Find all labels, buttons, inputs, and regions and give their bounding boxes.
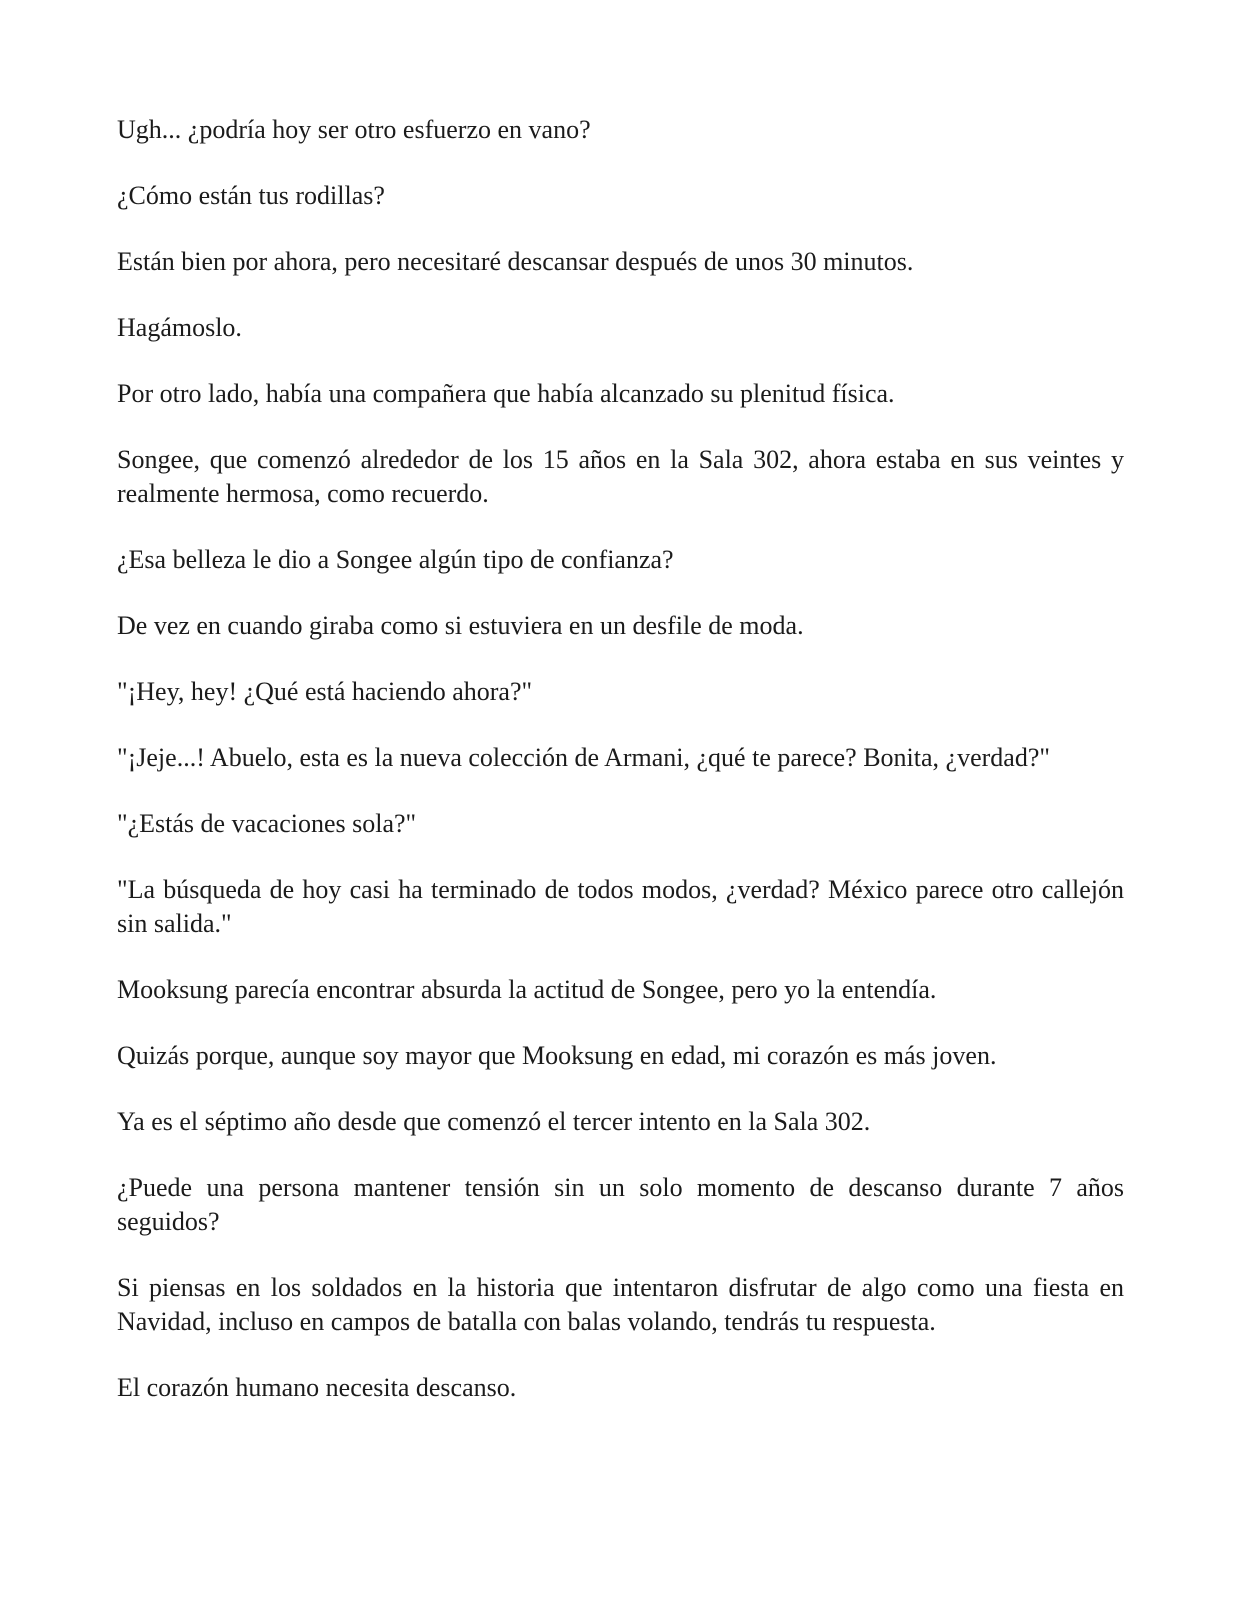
paragraph: El corazón humano necesita descanso. — [117, 1373, 517, 1402]
paragraph: ¿Esa belleza le dio a Songee algún tipo de confianza? — [117, 545, 674, 574]
paragraph: Mooksung parecía encontrar absurda la actitud de Songee, pero yo la entendía. — [117, 975, 937, 1004]
paragraph: Ugh... ¿podría hoy ser otro esfuerzo en vano? — [117, 115, 591, 144]
paragraph: Están bien por ahora, pero necesitaré descansar después de unos 30 minutos. — [117, 247, 914, 276]
paragraph: Ya es el séptimo año desde que comenzó el tercer intento en la Sala 302. — [117, 1107, 871, 1136]
paragraph: Songee, que comenzó alrededor de los 15 años en la Sala 302, ahora estaba en sus veintes y realmente hermosa, como recuerdo. — [117, 445, 1124, 508]
dialogue-paragraph: "¿Estás de vacaciones sola?" — [117, 809, 417, 838]
paragraph: ¿Puede una persona mantener tensión sin un solo momento de descanso durante 7 años seguidos? — [117, 1173, 1124, 1236]
paragraph: ¿Cómo están tus rodillas? — [117, 181, 385, 210]
dialogue-paragraph: "¡Jeje...! Abuelo, esta es la nueva colección de Armani, ¿qué te parece? Bonita, ¿verdad?" — [117, 743, 1050, 772]
paragraph: Por otro lado, había una compañera que había alcanzado su plenitud física. — [117, 379, 895, 408]
dialogue-paragraph: "¡Hey, hey! ¿Qué está haciendo ahora?" — [117, 677, 533, 706]
document-body — [117, 113, 1124, 1405]
paragraph: Si piensas en los soldados en la historia que intentaron disfrutar de algo como una fiesta en Navidad, incluso en campos de batalla con balas volando, tendrás tu respuesta. — [117, 1273, 1124, 1336]
paragraph: Quizás porque, aunque soy mayor que Mooksung en edad, mi corazón es más joven. — [117, 1041, 997, 1070]
paragraph: Hagámoslo. — [117, 313, 242, 342]
paragraph: De vez en cuando giraba como si estuviera en un desfile de moda. — [117, 611, 804, 640]
dialogue-paragraph: "La búsqueda de hoy casi ha terminado de todos modos, ¿verdad? México parece otro callejón sin salida." — [117, 875, 1124, 938]
